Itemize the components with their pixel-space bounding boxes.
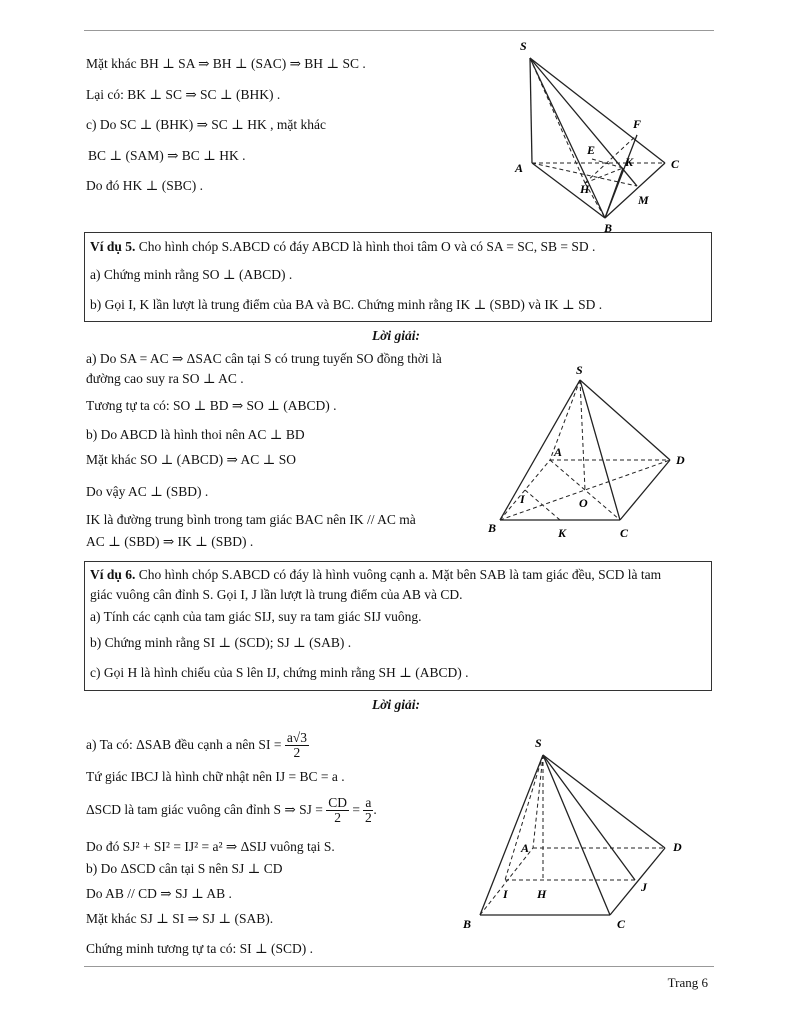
figure-pyramid-1 [505, 38, 705, 233]
text-line: c) Do SC ⊥ (BHK) ⇒ SC ⊥ HK , mặt khác [86, 117, 326, 132]
example-5-line-1 [90, 238, 595, 256]
text-line: b) Do ABCD là hình thoi nên AC ⊥ BD [86, 427, 305, 442]
fig2-label-K: K [558, 526, 567, 540]
fig3-label-J: J [641, 880, 647, 894]
text-line: Do AB // CD ⇒ SJ ⊥ AB . [86, 886, 232, 901]
text-line: AC ⊥ (SBD) ⇒ IK ⊥ (SBD) . [86, 534, 254, 549]
fig3-label-D: D [673, 840, 682, 854]
fig1-label-H: H [580, 182, 590, 196]
text-line: a) Do SA = AC ⇒ ΔSAC cân tại S có trung tuyến SO đồng thời là [86, 351, 442, 366]
text-line: a) Tính các cạnh của tam giác SIJ, suy ra tam giác SIJ vuông. [90, 609, 422, 624]
fig3-label-A: A [521, 841, 530, 855]
fig1-label-K: K [625, 155, 634, 169]
fig3-label-I: I [503, 887, 508, 901]
header-rule [84, 30, 714, 31]
solution-heading: Lời giải: [371, 328, 421, 343]
text-line: Tương tự ta có: SO ⊥ BD ⇒ SO ⊥ (ABCD) . [86, 398, 337, 413]
text-line: b) Chứng minh rằng SI ⊥ (SCD); SJ ⊥ (SAB) . [90, 635, 352, 650]
text-line: IK là đường trung bình trong tam giác BAC nên IK // AC mà [86, 512, 416, 527]
fig1-label-B: B [604, 221, 613, 233]
fig3-label-S: S [535, 736, 542, 750]
fig1-label-S: S [520, 39, 527, 53]
example-6-line-1 [90, 566, 661, 584]
numerator: CD [328, 795, 347, 811]
example-5-title: Ví dụ 5. [90, 239, 136, 254]
example-6-text: Cho hình chóp S.ABCD có đáy là hình vuông cạnh a. Mặt bên SAB là tam giác đều, SCD là tam [138, 567, 662, 582]
fraction [285, 731, 309, 760]
figure-pyramid-2 [480, 360, 710, 545]
sol6-line-a [86, 725, 309, 765]
text-line: Tứ giác IBCJ là hình chữ nhật nên IJ = BC = a . [86, 769, 345, 784]
fig1-label-A: A [515, 161, 524, 175]
fig1-label-C: C [671, 157, 680, 171]
denominator: 2 [364, 810, 372, 826]
figure-pyramid-3 [455, 730, 715, 935]
text-line: Mặt khác BH ⊥ SA ⇒ BH ⊥ (SAC) ⇒ BH ⊥ SC . [86, 56, 366, 71]
example-6-title: Ví dụ 6. [90, 567, 136, 582]
page-number: Trang 6 [667, 975, 708, 990]
numerator: a [365, 795, 372, 811]
fraction [363, 796, 373, 825]
fig1-label-M: M [638, 193, 649, 207]
fig3-label-H: H [537, 887, 547, 901]
solution-heading: Lời giải: [371, 697, 421, 712]
fig2-label-C: C [620, 526, 629, 540]
fig2-label-I: I [520, 492, 525, 506]
fig1-label-E: E [587, 143, 596, 157]
text-line: c) Gọi H là hình chiếu của S lên IJ, chứng minh rằng SH ⊥ (ABCD) . [90, 665, 469, 680]
fig3-label-B: B [463, 917, 472, 931]
fig2-label-S: S [576, 363, 583, 377]
fig2-label-A: A [554, 445, 563, 459]
fig2-label-O: O [579, 496, 588, 510]
fig1-label-F: F [633, 117, 642, 131]
text-line: Lại có: BK ⊥ SC ⇒ SC ⊥ (BHK) . [86, 87, 281, 102]
text-line: đường cao suy ra SO ⊥ AC . [86, 371, 244, 386]
text-line: Do đó HK ⊥ (SBC) . [86, 178, 203, 193]
sol6-line-3 [86, 790, 377, 830]
sol6-a-text: a) Ta có: ΔSAB đều cạnh a nên SI = [86, 737, 282, 752]
text-line: a) Chứng minh rằng SO ⊥ (ABCD) . [90, 267, 293, 282]
text-line: Mặt khác SO ⊥ (ABCD) ⇒ AC ⊥ SO [86, 452, 296, 467]
denominator: 2 [334, 810, 341, 826]
sol6-l3-text: ΔSCD là tam giác vuông cân đỉnh S ⇒ SJ = [86, 802, 323, 817]
footer-rule [84, 966, 714, 967]
period: . [373, 802, 377, 817]
text-line: b) Gọi I, K lần lượt là trung điểm của BA và BC. Chứng minh rằng IK ⊥ (SBD) và IK ⊥ SD . [90, 297, 603, 312]
text-line: Chứng minh tương tự ta có: SI ⊥ (SCD) . [86, 941, 314, 956]
text-line: Mặt khác SJ ⊥ SI ⇒ SJ ⊥ (SAB). [86, 911, 274, 926]
text-line: BC ⊥ (SAM) ⇒ BC ⊥ HK . [88, 148, 246, 163]
text-line: Do vậy AC ⊥ (SBD) . [86, 484, 209, 499]
text-line: Do đó SJ² + SI² = IJ² = a² ⇒ ΔSIJ vuông tại S. [86, 839, 335, 854]
fig3-label-C: C [617, 917, 626, 931]
denominator: 2 [293, 745, 301, 761]
fraction [326, 796, 349, 825]
numerator: a√3 [286, 730, 307, 746]
text-line: b) Do ΔSCD cân tại S nên SJ ⊥ CD [86, 861, 283, 876]
fig2-label-D: D [676, 453, 685, 467]
text-line: giác vuông cân đỉnh S. Gọi I, J lần lượt là trung điểm của AB và CD. [90, 587, 463, 602]
fig2-label-B: B [488, 521, 497, 535]
equals: = [352, 802, 360, 817]
example-5-text: Cho hình chóp S.ABCD có đáy ABCD là hình thoi tâm O và có SA = SC, SB = SD . [138, 239, 596, 254]
